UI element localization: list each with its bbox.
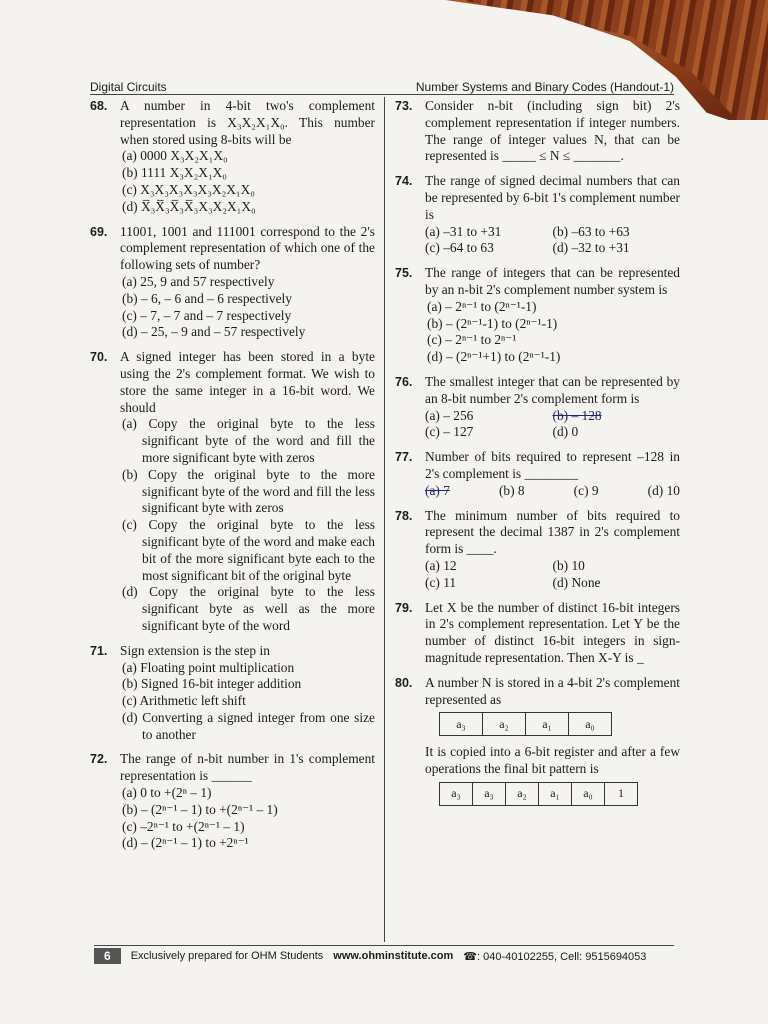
option-b: (b) 10 [552, 557, 585, 573]
question-72 [90, 751, 375, 852]
option-c: (c) – 127 [425, 424, 474, 440]
option-a: (a) Floating point multiplication [122, 659, 295, 675]
option-b: (b) Signed 16-bit integer addition [122, 676, 302, 692]
option-d: (d) 10 [647, 482, 680, 498]
question-number: 79. [395, 600, 413, 615]
question-text: A number in 4-bit two's complement representation is X₃X₂X₁X₀. This number when stored using 8-bits will be [120, 98, 375, 147]
question-text-continued: It is copied into a 6-bit register and after a few operations the final bit pattern is [425, 744, 680, 777]
option-a: (a) Copy the original byte to the less significant byte of the word and fill the more significant byte with zeros [122, 416, 375, 465]
question-number: 70. [90, 350, 108, 365]
question-77 [395, 449, 680, 499]
question-text: The range of n-bit number in 1's complement representation is ______ [120, 751, 375, 784]
question-text: The minimum number of bits required to represent the decimal 1387 in 2's complement form is ____. [425, 507, 680, 557]
question-number: 69. [90, 224, 108, 239]
question-text: The range of signed decimal numbers that can be represented by 6-bit 1's complement number is [425, 173, 680, 222]
register-6bit [439, 782, 638, 806]
register-cell: a₂ [506, 782, 539, 805]
question-73 [395, 98, 680, 165]
option-a: (a) 0 to +(2ⁿ – 1) [122, 785, 212, 801]
option-d: (d) – (2ⁿ⁻¹ – 1) to +2ⁿ⁻¹ [122, 835, 249, 851]
question-number: 75. [395, 266, 413, 281]
register-cell: a₀ [569, 713, 612, 736]
question-number: 77. [395, 450, 413, 465]
register-cell: a₃ [440, 782, 473, 805]
option-d: (d) – 25, – 9 and – 57 respectively [122, 324, 306, 340]
question-80 [395, 675, 680, 814]
option-c: (c) –64 to 63 [425, 240, 494, 256]
option-c: (c) – 2ⁿ⁻¹ to 2ⁿ⁻¹ [427, 332, 517, 348]
question-78 [395, 508, 680, 592]
header-chapter: Number Systems and Binary Codes (Handout-1) [415, 80, 674, 94]
register-cell: a₁ [539, 782, 572, 805]
option-b: (b) 8 [498, 482, 525, 498]
register-4bit [439, 712, 612, 736]
question-number: 76. [395, 374, 413, 389]
page-number: 6 [94, 948, 121, 964]
option-a-marked: (a) 7 [425, 482, 450, 498]
question-text: Number of bits required to represent –128 in 2's complement is ________ [425, 449, 680, 481]
option-c: (c) Arithmetic left shift [122, 693, 246, 709]
option-c: (c) Copy the original byte to the less significant byte of the word and make each bit of the more significant byte each to the most significant bit of the original byte [122, 517, 375, 583]
option-b: (b) – (2ⁿ⁻¹-1) to (2ⁿ⁻¹-1) [427, 315, 558, 331]
question-text: A signed integer has been stored in a byte using the 2's complement format. We wish to store the same integer in a 16-bit word. We should [120, 349, 375, 415]
footer-tagline: Exclusively prepared for OHM Students [130, 950, 324, 962]
option-c: (c) 9 [573, 482, 599, 498]
header-subject: Digital Circuits [90, 80, 167, 94]
option-c: (c) –2ⁿ⁻¹ to +(2ⁿ⁻¹ – 1) [122, 818, 245, 834]
question-text: Let X be the number of distinct 16-bit integers in 2's complement representation. Let Y be the number of distinct 16-bit integers in sign-magnitude representation. Then X-Y is _ [425, 599, 680, 665]
question-75 [395, 265, 680, 366]
register-cell: 1 [605, 782, 638, 805]
register-cell: a₃ [473, 782, 506, 805]
question-text: The smallest integer that can be represented by an 8-bit number 2's complement form is [425, 373, 680, 406]
question-71 [90, 643, 375, 744]
option-d: (d) Converting a signed integer from one size to another [122, 709, 375, 742]
option-d: (d) – (2ⁿ⁻¹+1) to (2ⁿ⁻¹-1) [427, 349, 561, 365]
option-b: (b) – 6, – 6 and – 6 respectively [122, 290, 292, 306]
option-d: (d) X̅₃X̅₃X̅₃X̅₃X₃X₂X₁X₀ [122, 198, 256, 214]
option-c: (c) 11 [425, 574, 457, 590]
question-text: Sign extension is the step in [120, 642, 270, 658]
option-a: (a) 25, 9 and 57 respectively [122, 273, 275, 289]
question-79 [395, 600, 680, 667]
option-d: (d) 0 [552, 424, 579, 440]
option-a: (a) – 256 [425, 407, 474, 423]
question-number: 72. [90, 752, 108, 767]
footer-phone: ☎: 040-40102255, Cell: 9515694053 [463, 950, 647, 963]
option-b: (b) –63 to +63 [552, 223, 630, 239]
question-text: 11001, 1001 and 111001 correspond to the 2's complement representation of which one of the following sets of number? [120, 223, 375, 273]
option-c: (c) X₃X₃X₃X₃X₃X₂X₁X₀ [122, 181, 255, 197]
question-text: Consider n-bit (including sign bit) 2's complement representation if integer numbers. The range of integer values N, that can be represented is _____ ≤ N ≤ _______. [425, 98, 680, 164]
question-68 [90, 98, 375, 216]
option-d: (d) None [552, 574, 601, 590]
option-b: (b) 1111 X₃X₂X₁X₀ [122, 165, 227, 181]
option-d: (d) –32 to +31 [552, 240, 630, 256]
page-header [90, 76, 674, 95]
question-number: 78. [395, 508, 413, 523]
register-cell: a₀ [572, 782, 605, 805]
column-divider [384, 97, 385, 942]
option-b-marked: (b) – 128 [552, 407, 602, 423]
register-cell: a₁ [526, 713, 569, 736]
question-text: The range of integers that can be represented by an n-bit 2's complement number system is [425, 265, 680, 297]
option-a: (a) –31 to +31 [425, 223, 502, 239]
option-b: (b) – (2ⁿ⁻¹ – 1) to +(2ⁿ⁻¹ – 1) [122, 801, 278, 817]
page-footer [94, 945, 674, 966]
right-column [395, 98, 680, 822]
option-a: (a) 12 [425, 557, 457, 573]
option-a: (a) 0000 X₃X₂X₁X₀ [122, 148, 228, 164]
question-69 [90, 224, 375, 342]
option-b: (b) Copy the original byte to the more significant byte of the word and fill the less significant byte with zeros [122, 466, 375, 516]
question-number: 74. [395, 174, 413, 189]
register-cell: a₂ [483, 713, 526, 736]
question-76 [395, 374, 680, 441]
option-c: (c) – 7, – 7 and – 7 respectively [122, 307, 292, 323]
question-number: 68. [90, 99, 108, 113]
footer-website: www.ohminstitute.com [333, 950, 454, 962]
question-number: 73. [395, 99, 413, 113]
option-d: (d) Copy the original byte to the less significant byte as well as the more significant byte of the word [122, 584, 375, 633]
left-column [90, 98, 375, 860]
question-number: 71. [90, 643, 108, 658]
question-74 [395, 173, 680, 257]
question-70 [90, 349, 375, 635]
question-text: A number N is stored in a 4-bit 2's complement represented as [425, 674, 680, 707]
option-a: (a) – 2ⁿ⁻¹ to (2ⁿ⁻¹-1) [427, 298, 537, 314]
register-cell: a₃ [440, 713, 483, 736]
question-number: 80. [395, 675, 413, 690]
